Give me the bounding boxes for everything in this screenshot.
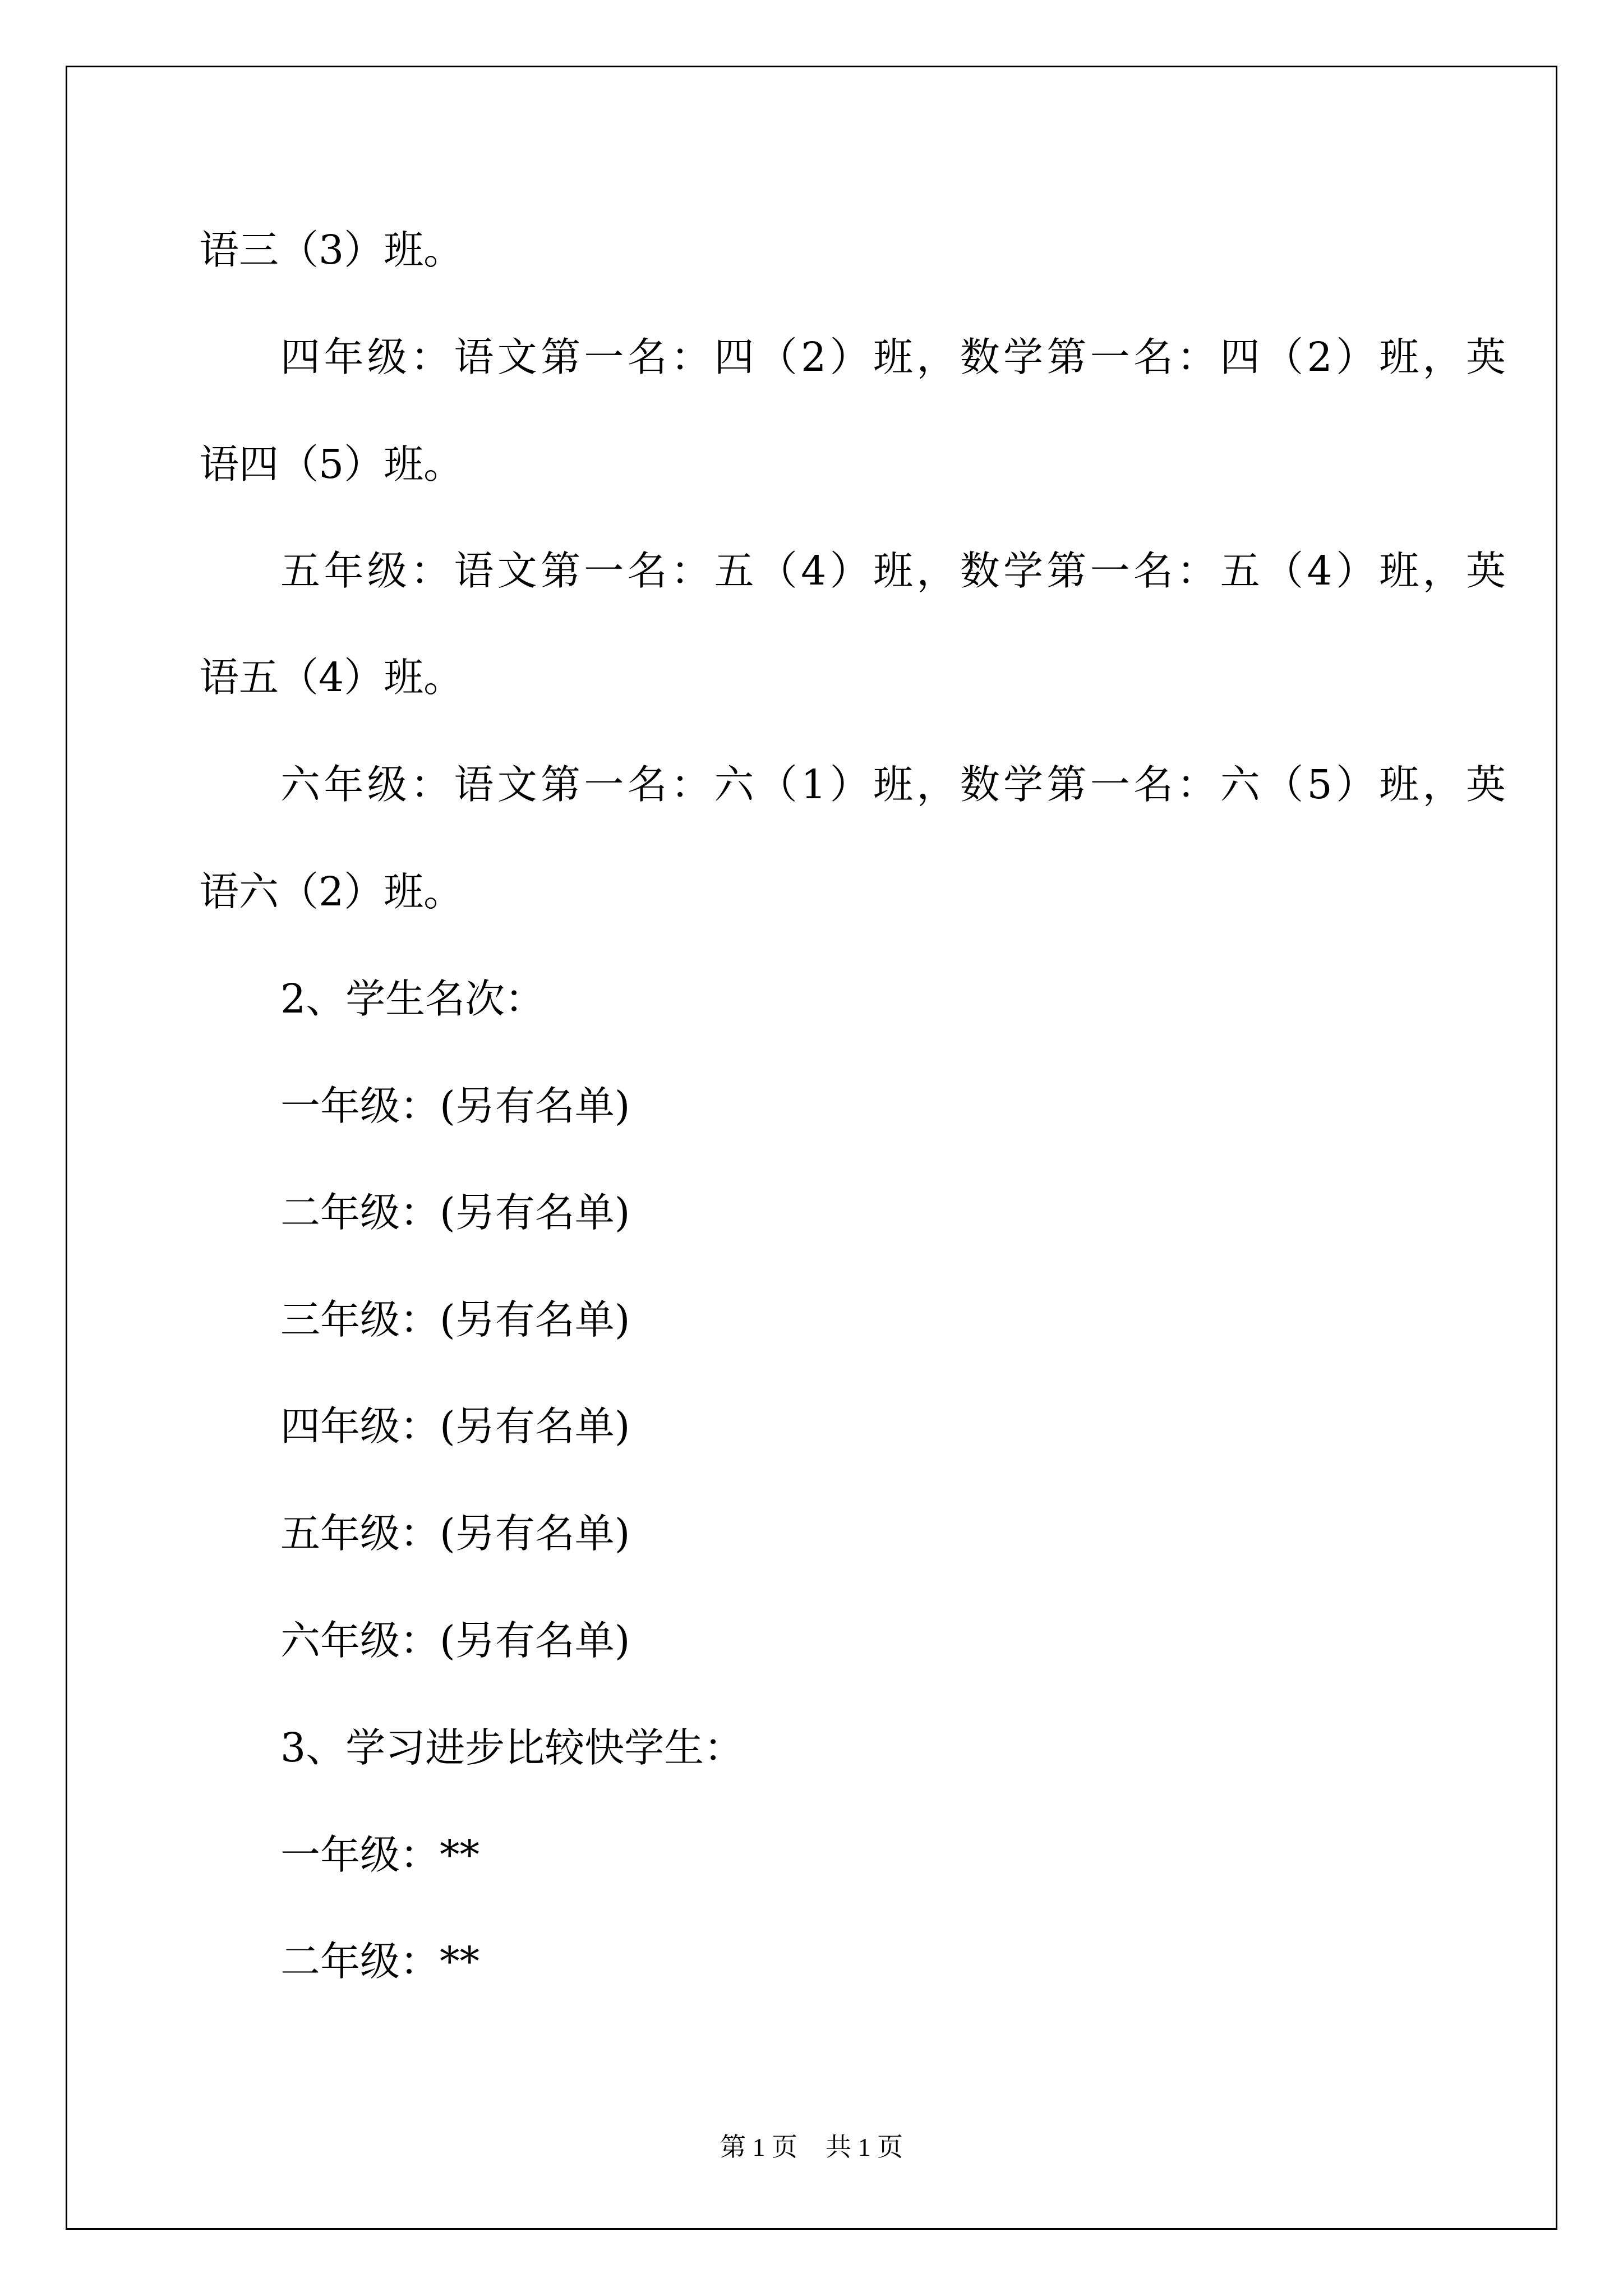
text-line: 语四（5）班。 [199, 441, 464, 487]
text-line: 四年级：语文第一名：四（2）班，数学第一名：四（2）班，英 [280, 334, 1506, 380]
page-number: 第 1 页 [720, 2133, 797, 2161]
text-line: 二年级：(另有名单) [280, 1189, 630, 1236]
text-line: 五年级：(另有名单) [280, 1510, 630, 1557]
text-line: 四年级：(另有名单) [280, 1403, 630, 1450]
page-count: 共 1 页 [826, 2133, 903, 2161]
text-line: 一年级：(另有名单) [280, 1083, 630, 1129]
page-frame [66, 66, 1557, 2230]
text-line: 一年级：** [280, 1832, 480, 1878]
page-footer [0, 2131, 1623, 2164]
section-heading: 3、学习进步比较快学生： [280, 1724, 744, 1771]
text-line: 二年级：** [280, 1938, 480, 1985]
text-line: 语六（2）班。 [199, 868, 464, 915]
section-heading: 2、学生名次： [280, 976, 545, 1022]
text-line: 五年级：语文第一名：五（4）班，数学第一名：五（4）班，英 [280, 547, 1506, 594]
text-line: 语五（4）班。 [199, 654, 464, 701]
text-line: 六年级：(另有名单) [280, 1617, 630, 1664]
text-line: 语三（3）班。 [199, 227, 464, 273]
text-line: 六年级：语文第一名：六（1）班，数学第一名：六（5）班，英 [280, 761, 1506, 808]
text-line: 三年级：(另有名单) [280, 1296, 630, 1343]
